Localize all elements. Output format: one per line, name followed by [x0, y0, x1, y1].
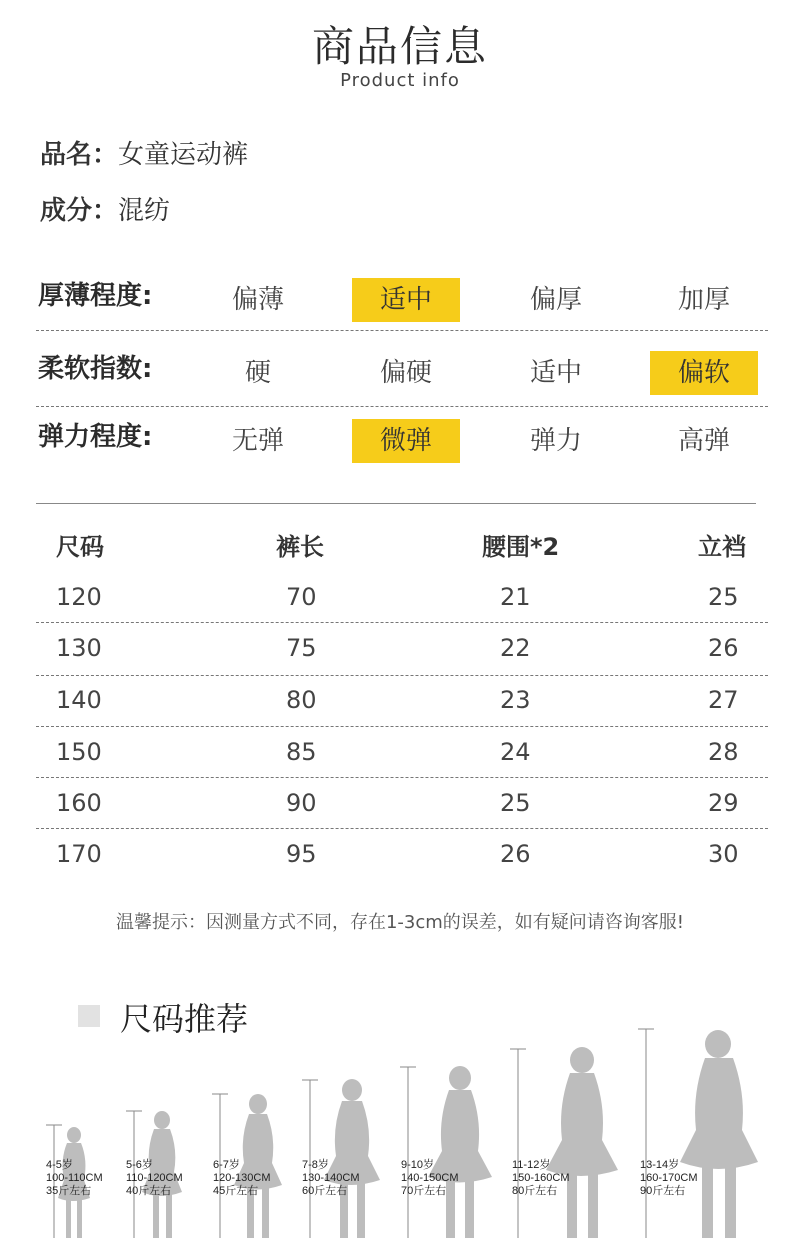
- table-cell: 85: [286, 738, 317, 766]
- table-cell: 75: [286, 634, 317, 662]
- page-subtitle: Product info: [340, 70, 460, 91]
- table-cell: 140: [56, 686, 102, 714]
- figure-caption: 5-6岁 110-120CM 40斤左右: [126, 1159, 183, 1197]
- attribute-option: 偏硬: [379, 358, 432, 388]
- attribute-row-softness: [38, 339, 768, 399]
- page-title: 商品信息: [311, 22, 488, 71]
- table-cell: 150: [56, 738, 102, 766]
- table-cell: 80: [286, 686, 317, 714]
- product-name-label: 品名：: [40, 140, 119, 170]
- column-header-waist: 腰围*2: [482, 533, 560, 561]
- column-header-rise: 立裆: [698, 533, 746, 561]
- table-cell: 24: [500, 738, 531, 766]
- attribute-row-thickness: [38, 266, 768, 326]
- table-cell: 170: [56, 840, 102, 868]
- figure-caption: 11-12岁 150-160CM 80斤左右: [512, 1159, 570, 1197]
- column-header-size: 尺码: [56, 533, 104, 561]
- attribute-label: 弹力程度:: [38, 422, 153, 452]
- attribute-option: 偏厚: [529, 285, 582, 315]
- girl-silhouette-icon: [428, 1066, 492, 1238]
- girl-silhouette-icon: [546, 1047, 618, 1238]
- table-row: [36, 727, 768, 777]
- table-cell: 25: [500, 789, 531, 817]
- column-header-length: 裤长: [276, 533, 324, 561]
- composition-line: [40, 190, 170, 227]
- attribute-option: 无弹: [231, 426, 284, 456]
- table-cell: 90: [286, 789, 317, 817]
- table-cell: 29: [708, 789, 739, 817]
- table-cell: 25: [708, 583, 739, 611]
- attribute-label: 厚薄程度:: [38, 281, 153, 311]
- figure-caption: 7-8岁 130-140CM 60斤左右: [302, 1159, 360, 1197]
- table-cell: 160: [56, 789, 102, 817]
- table-row: [36, 572, 768, 622]
- table-cell: 21: [500, 583, 531, 611]
- attribute-option-selected: 微弹: [352, 419, 460, 463]
- table-row: [36, 829, 768, 879]
- table-row: [36, 623, 768, 673]
- attribute-option: 硬: [244, 358, 271, 388]
- attribute-option-selected: 偏软: [650, 351, 758, 395]
- girl-silhouette-icon: [680, 1030, 758, 1238]
- table-cell: 26: [500, 840, 531, 868]
- table-cell: 27: [708, 686, 739, 714]
- figure-caption: 6-7岁 120-130CM 45斤左右: [213, 1159, 271, 1197]
- product-name-value: 女童运动裤: [118, 140, 249, 170]
- section-title: 尺码推荐: [120, 1000, 249, 1038]
- table-cell: 130: [56, 634, 102, 662]
- table-cell: 26: [708, 634, 739, 662]
- attribute-row-elasticity: [38, 407, 768, 467]
- attribute-option: 弹力: [529, 426, 582, 456]
- size-figures-illustration: [0, 1020, 800, 1238]
- product-name-line: [40, 134, 248, 171]
- table-cell: 30: [708, 840, 739, 868]
- table-row: [36, 778, 768, 828]
- table-cell: 120: [56, 583, 102, 611]
- divider: [36, 330, 768, 331]
- attribute-option: 加厚: [677, 285, 730, 315]
- table-header: [36, 522, 768, 572]
- composition-value: 混纺: [118, 196, 171, 226]
- table-cell: 28: [708, 738, 739, 766]
- table-cell: 22: [500, 634, 531, 662]
- figure-caption: 13-14岁 160-170CM 90斤左右: [640, 1159, 698, 1197]
- figure-caption: 4-5岁 100-110CM 35斤左右: [46, 1159, 103, 1197]
- figure-caption: 9-10岁 140-150CM 70斤左右: [401, 1159, 459, 1197]
- composition-label: 成分：: [40, 196, 119, 226]
- attribute-option: 高弹: [677, 426, 730, 456]
- attribute-option-selected: 适中: [352, 278, 460, 322]
- table-cell: 23: [500, 686, 531, 714]
- table-top-rule: [36, 503, 756, 504]
- table-cell: 70: [286, 583, 317, 611]
- measurement-tip: 温馨提示：因测量方式不同，存在1-3cm的误差，如有疑问请咨询客服!: [115, 912, 685, 933]
- table-row: [36, 675, 768, 725]
- attribute-label: 柔软指数:: [38, 354, 153, 384]
- attribute-option: 偏薄: [231, 285, 284, 315]
- table-cell: 95: [286, 840, 317, 868]
- attribute-option: 适中: [529, 358, 582, 388]
